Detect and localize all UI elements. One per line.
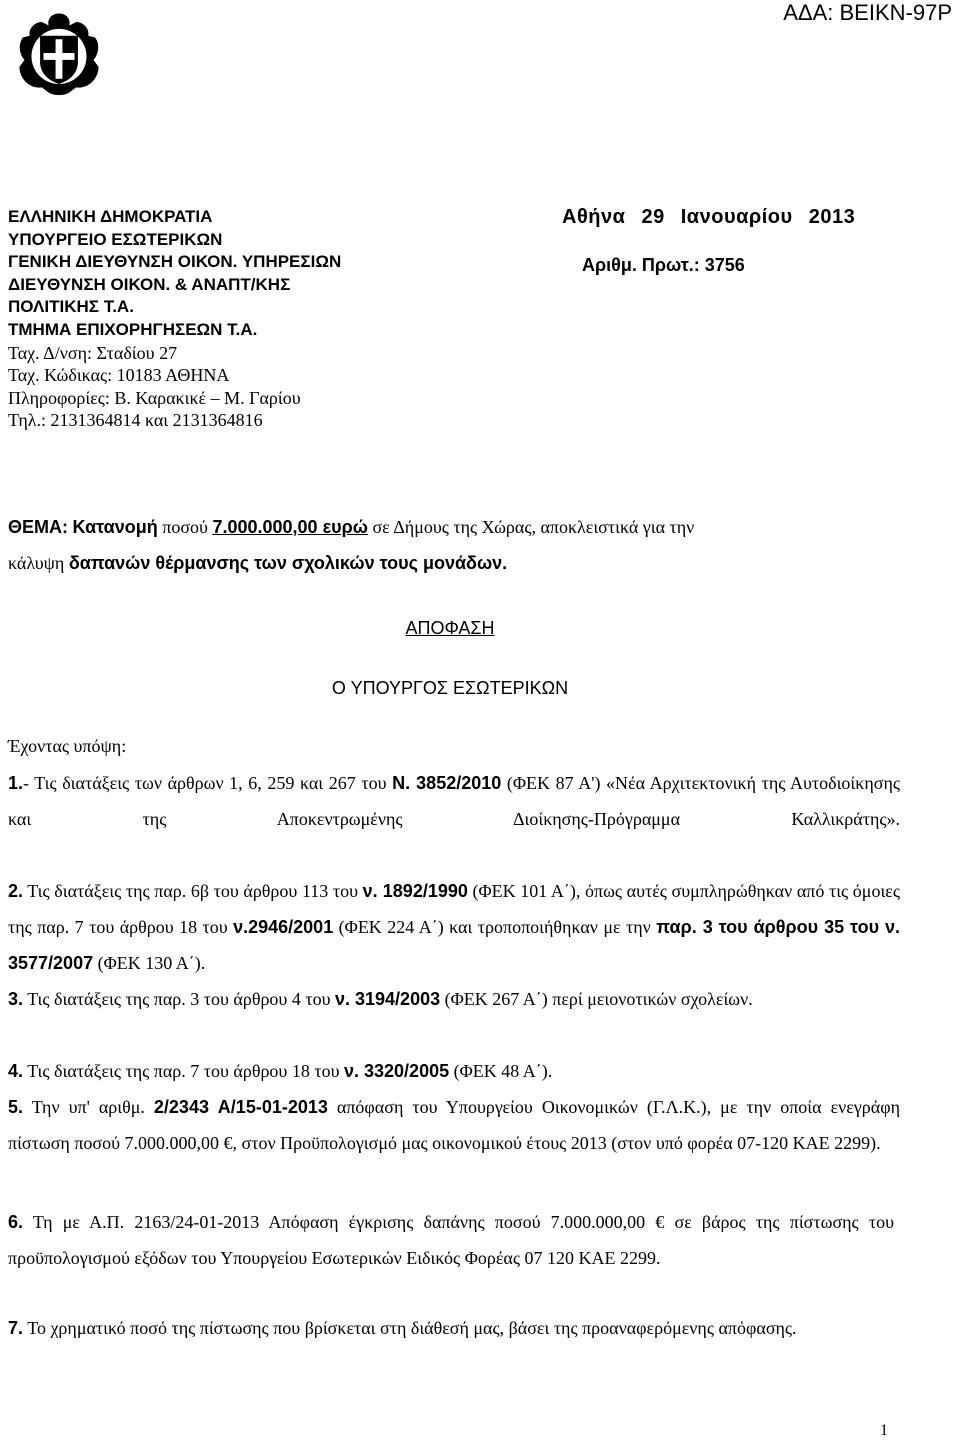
issuer-line: ΥΠΟΥΡΓΕΙΟ ΕΣΩΤΕΡΙΚΩΝ	[8, 229, 223, 249]
ada-code: ΑΔΑ: ΒΕΙΚΝ-97Ρ	[783, 0, 952, 25]
considering-item-2: 2. Τις διατάξεις της παρ. 6β του άρθρου 113 του ν. 1892/1990 (ΦΕΚ 101 Α΄), όπως αυτές συμπληρώθηκαν από τις όμοιες της παρ. 7 του άρθρου 18 του ν.2946/2001 (ΦΕΚ 224 Α΄) και τροποποιήθηκαν με την παρ. 3 του άρθρου 35 του ν. 3577/2007 (ΦΕΚ 130 Α΄).	[8, 881, 901, 973]
decision-title: ΑΠΟΦΑΣΗ	[405, 618, 495, 638]
protocol-number	[582, 255, 745, 276]
subject-label: ΘΕΜΑ:	[8, 517, 68, 537]
subject-amount: 7.000.000,00 ευρώ	[212, 517, 368, 537]
contact-persons-line: Πληροφορίες: Β. Καρακικέ – Μ. Γαρίου	[8, 387, 301, 408]
page-number: 1	[880, 1422, 888, 1439]
protocol-value: 3756	[704, 255, 745, 275]
considering-item-5: 5. Την υπ' αριθμ. 2/2343 Α/15-01-2013 απόφαση του Υπουργείου Οικονομικών (Γ.Λ.Κ.), με την οποία ενεγράφη πίστωση ποσού 7.000.000,00 €, στον Προϋπολογισμό μας οικονομικού έτους 2013 (στον υπό φορέα 07-120 ΚΑΕ 2299).	[8, 1097, 901, 1153]
greek-emblem-icon	[16, 10, 102, 96]
issuer-line: ΕΛΛΗΝΙΚΗ ΔΗΜΟΚΡΑΤΙΑ	[8, 207, 213, 226]
issuer-line: ΤΜΗΜΑ ΕΠΙΧΟΡΗΓΗΣΕΩΝ Τ.Α.	[8, 319, 258, 339]
considering-label: Έχοντας υπόψη:	[8, 736, 127, 756]
issuer-line: ΠΟΛΙΤΙΚΗΣ Τ.Α.	[8, 297, 134, 317]
considering-item-6: 6. Τη με Α.Π. 2163/24-01-2013 Απόφαση έγκρισης δαπάνης ποσού 7.000.000,00 € σε βάρος της πίστωσης του προϋπολογισμού εξόδων του Υπουργείου Εσωτερικών Ειδικός Φορέας 07 120 ΚΑΕ 2299.	[8, 1212, 894, 1268]
issuer-block	[8, 206, 568, 432]
issuer-line: ΓΕΝΙΚΗ ΔΙΕΥΘΥΝΣΗ ΟΙΚΟΝ. ΥΠΗΡΕΣΙΩΝ	[8, 252, 342, 272]
considering-item-7: 7. Το χρηματικό ποσό της πίστωσης που βρίσκεται στη διάθεσή μας, βάσει της προαναφερόμενης απόφασης.	[8, 1318, 797, 1338]
postal-code-line: Ταχ. Κώδικας: 10183 ΑΘΗΝΑ	[8, 365, 230, 386]
considering-item-1: 1.- Τις διατάξεις των άρθρων 1, 6, 259 και 267 του Ν. 3852/2010 (ΦΕΚ 87 Α') «Νέα Αρχιτεκτονική της Αυτοδιοίκησης και της Αποκεντρωμένης Διοίκησης-Πρόγραμμα Καλλικράτης».	[8, 773, 900, 829]
protocol-label: Αριθμ. Πρωτ.:	[582, 255, 700, 275]
minister-title: Ο ΥΠΟΥΡΓΟΣ ΕΣΩΤΕΡΙΚΩΝ	[331, 678, 569, 698]
subject: ΘΕΜΑ: Κατανομή ποσού 7.000.000,00 ευρώ σε Δήμους της Χώρας, αποκλειστικά για την κάλυψη δαπανών θέρμανσης των σχολικών τους μονάδων.	[8, 517, 695, 573]
considering-item-3: 3. Τις διατάξεις της παρ. 3 του άρθρου 4 του ν. 3194/2003 (ΦΕΚ 267 Α΄) περί μειονοτικών σχολείων.	[8, 989, 753, 1009]
considering-item-4: 4. Τις διατάξεις της παρ. 7 του άρθρου 18 του ν. 3320/2005 (ΦΕΚ 48 Α΄).	[8, 1061, 553, 1081]
phone-line: Τηλ.: 2131364814 και 2131364816	[8, 410, 263, 431]
issuer-line: ΔΙΕΥΘΥΝΣΗ ΟΙΚΟΝ. & ΑΝΑΠΤ/ΚΗΣ	[8, 274, 291, 294]
document-date: Αθήνα 29 Ιανουαρίου 2013	[562, 206, 856, 228]
address-line: Ταχ. Δ/νση: Σταδίου 27	[8, 342, 178, 363]
